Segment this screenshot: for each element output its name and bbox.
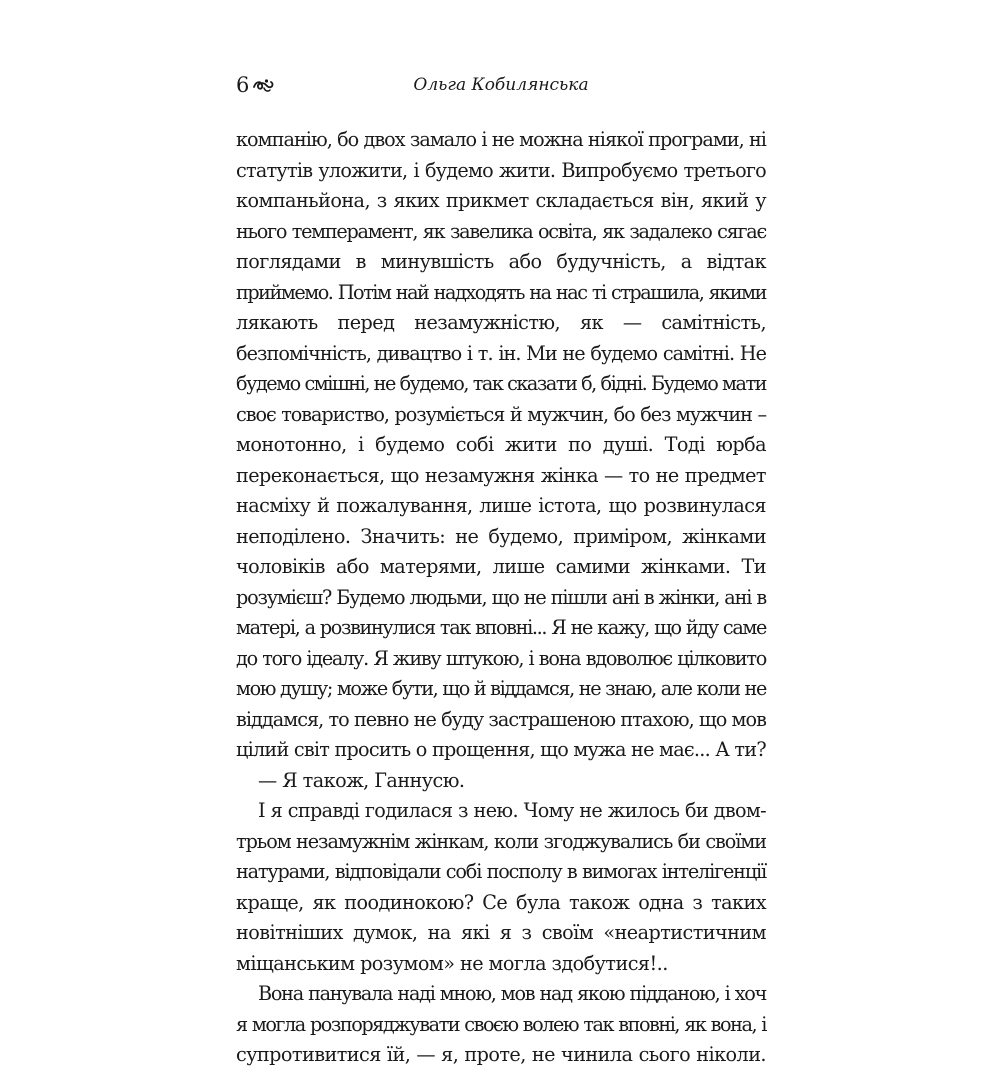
text-line: статутів уложити, і будемо жити. Випробуємо третього <box>236 158 766 182</box>
text-line: монотонно, і будемо собі жити по душі. Тоді юрба <box>236 433 766 456</box>
text-line: мою душу; може бути, що й віддамся, не знаю, але коли не <box>236 677 766 700</box>
text-line: новітніших думок, на які я з своїм «неартистичним <box>236 921 766 944</box>
text-line: будемо смішні, не будемо, так сказати б, бідні. Будемо мати <box>236 372 766 395</box>
text-line: — Я також, Ганнусю. <box>258 768 465 792</box>
text-line: лякають перед незамужністю, як — самітність, <box>236 311 766 334</box>
text-line: І я справді годилася з нею. Чому не жилось би двом- <box>258 799 766 822</box>
text-line: до того ідеалу. Я живу штукою, і вона вдоволює цілковито <box>236 646 766 670</box>
text-line: цілий світ просить о прощення, що мужа не має... А ти? <box>236 738 766 761</box>
text-line: неподілено. Значить: не будемо, приміром, жінками <box>236 524 766 548</box>
text-line: матері, а розвинулися так вповні... Я не кажу, що йду саме <box>236 616 766 639</box>
text-line: нього темперамент, як завелика освіта, як задалеко сягає <box>236 219 766 243</box>
text-line: компаньйона, з яких прикмет складається він, який у <box>236 189 766 212</box>
text-line: компанію, бо двох замало і не можна ніякої програми, ні <box>236 128 766 151</box>
text-line: супротивитися їй, — я, проте, не чинила сього ніколи. <box>236 1043 766 1066</box>
text-line: своє товариство, розуміється й мужчин, бо без мужчин – <box>236 402 766 426</box>
text-line: поглядами в минувшість або будучність, а відтак <box>236 250 766 273</box>
text-line: я могла розпоряджувати своєю волею так вповні, як вона, і <box>236 1012 766 1036</box>
body-text <box>236 125 766 1071</box>
text-line: приймемо. Потім най надходять на нас ті страшила, якими <box>236 280 766 304</box>
text-line: міщанським розумом» не могла здобутися!.. <box>236 951 668 975</box>
text-line: натурами, відповідали собі посполу в вимогах інтелігенції <box>236 860 766 883</box>
page-number: 6 <box>236 73 250 97</box>
text-line: розумієш? Будемо людьми, що не пішли ані в жінки, ані в <box>236 585 766 609</box>
text-line: чоловіків або матерями, лише самими жінками. Ти <box>236 555 766 578</box>
text-line: Вона панувала наді мною, мов над якою підданою, і хоч <box>258 982 766 1005</box>
running-title: Ольга Кобилянська <box>413 75 589 95</box>
running-header <box>236 70 766 100</box>
text-line: трьом незамужнім жінкам, коли згоджувались би своїми <box>236 829 766 853</box>
text-line: безпомічність, дивацтво і т. ін. Ми не будемо самітні. Не <box>236 341 766 365</box>
text-line: переконається, що незамужня жінка — то не предмет <box>236 463 766 487</box>
text-line: насміху й пожалування, лише істота, що розвинулася <box>236 494 766 517</box>
text-line: краще, як поодинокою? Се була також одна з таких <box>236 890 766 914</box>
text-line: віддамся, то певно не буду застрашеною птахою, що мов <box>236 707 766 731</box>
